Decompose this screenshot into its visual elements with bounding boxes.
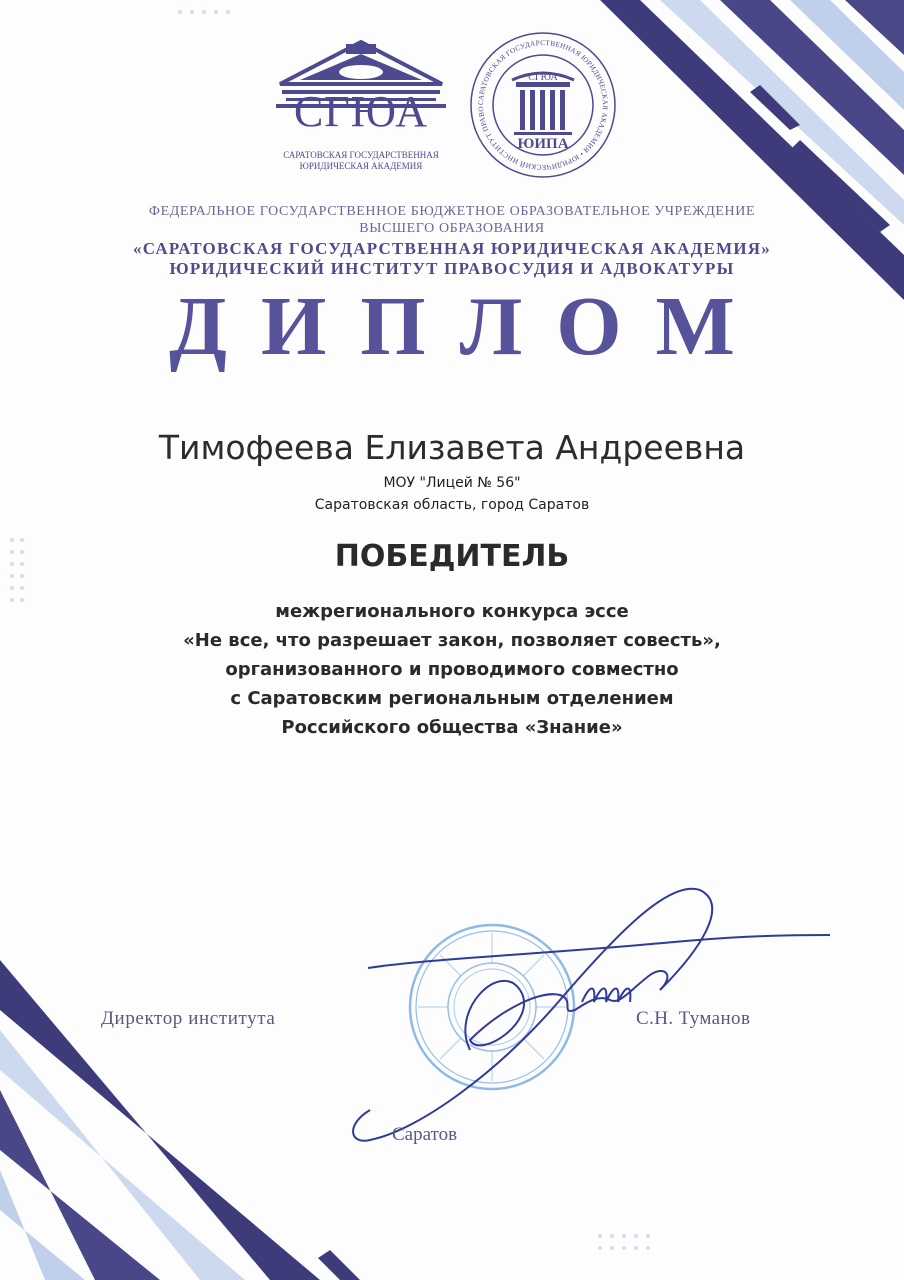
yuipa-top-label: СГЮА — [528, 72, 558, 83]
signature-title: Директор института — [101, 1008, 276, 1029]
sgua-full-name-line2: ЮРИДИЧЕСКАЯ АКАДЕМИЯ — [299, 161, 423, 171]
yuipa-bottom-label: ЮИПА — [517, 136, 569, 152]
sgua-full-name-line1: САРАТОВСКАЯ ГОСУДАРСТВЕННАЯ — [283, 150, 439, 160]
city-label: Саратов — [392, 1124, 458, 1145]
institution-line2: ВЫСШЕГО ОБРАЗОВАНИЯ — [359, 221, 545, 236]
institution-line1: ФЕДЕРАЛЬНОЕ ГОСУДАРСТВЕННОЕ БЮДЖЕТНОЕ ОБРАЗОВАТЕЛЬНОЕ УЧРЕЖДЕНИЕ — [148, 204, 756, 219]
document-title: ДИПЛОМ — [169, 280, 769, 373]
description-line: межрегионального конкурса эссе — [275, 601, 629, 622]
signature-name: С.Н. Туманов — [636, 1008, 751, 1029]
recipient-region: Саратовская область, город Саратов — [314, 497, 590, 513]
description-line: с Саратовским региональным отделением — [230, 688, 674, 709]
institution-line4: ЮРИДИЧЕСКИЙ ИНСТИТУТ ПРАВОСУДИЯ И АДВОКАТУРЫ — [169, 259, 735, 278]
institution-line3: «САРАТОВСКАЯ ГОСУДАРСТВЕННАЯ ЮРИДИЧЕСКАЯ АКАДЕМИЯ» — [133, 239, 771, 258]
award-title: ПОБЕДИТЕЛЬ — [334, 539, 570, 574]
recipient-name: Тимофеева Елизавета Андреевна — [158, 428, 746, 467]
description-line: Российского общества «Знание» — [281, 717, 623, 738]
sgua-abbreviation: СГЮА — [293, 87, 429, 136]
recipient-school: МОУ "Лицей № 56" — [383, 475, 521, 491]
description-line: «Не все, что разрешает закон, позволяет совесть», — [183, 630, 721, 651]
yuipa-ring-text: САРАТОВСКАЯ ГОСУДАРСТВЕННАЯ ЮРИДИЧЕСКАЯ АКАДЕМИЯ • ЮРИДИЧЕСКИЙ ИНСТИТУТ ПРАВО — [476, 38, 610, 172]
description-line: организованного и проводимого совместно — [225, 659, 679, 680]
